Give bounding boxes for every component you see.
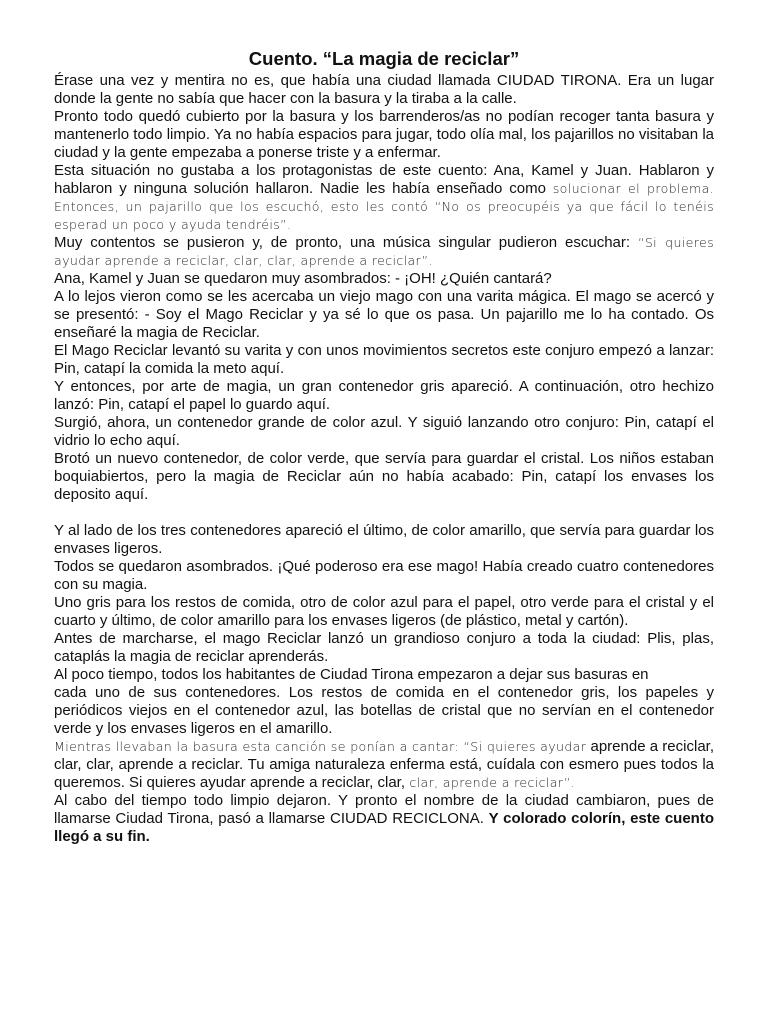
paragraph-17-thin-end: clar, aprende a reciclar”. — [405, 775, 576, 790]
paragraph-10: Brotó un nuevo contenedor, de color verde, que servía para guardar el cristal. Los niños estaban boquiabiertos, pero la magia de Reciclar aún no había acabado: Pin, catapí los envases los deposito aquí. — [54, 450, 714, 503]
paragraph-gap — [54, 504, 714, 522]
paragraph-11: Y al lado de los tres contenedores apareció el último, de color amarillo, que servía para guardar los envases ligeros. — [54, 522, 714, 557]
paragraph-16: cada uno de sus contenedores. Los restos de comida en el contenedor gris, los papeles y periódicos viejos en el contenedor azul, las botellas de cristal que no servían en el contenedor verde y los envases ligeros en el amarillo. — [54, 684, 714, 737]
paragraph-17-text: aprende a reciclar, clar, clar, aprende a reciclar. Tu amiga naturaleza enferma está, cuídala con esmero pues todos la queremos. Si quieres ayudar aprende a reciclar, clar, — [54, 738, 714, 791]
paragraph-3-thin-text: solucionar el problema. Entonces, un pajarillo que los escuchó, esto les contó “No os preocupéis ya que fácil lo tenéis esperad un poco y ayuda tendréis”. — [54, 181, 715, 232]
paragraph-17 — [54, 738, 714, 792]
paragraph-3 — [54, 162, 714, 234]
paragraph-17-thin-text: Mientras llevaban la basura esta canción se ponían a cantar: “Si quieres ayudar — [54, 739, 587, 754]
paragraph-4-text: Muy contentos se pusieron y, de pronto, una música singular pudieron escuchar: — [54, 234, 638, 251]
paragraph-7: El Mago Reciclar levantó su varita y con unos movimientos secretos este conjuro empezó a lanzar: Pin, catapí la comida la meto aquí. — [54, 342, 714, 377]
paragraph-9: Surgió, ahora, un contenedor grande de color azul. Y siguió lanzando otro conjuro: Pin, catapí el vidrio lo echo aquí. — [54, 414, 714, 449]
story-title: Cuento. “La magia de reciclar” — [248, 48, 520, 69]
paragraph-4-song: “Si quieres ayudar aprende a reciclar, clar, clar, aprende a reciclar”. — [54, 235, 714, 268]
paragraph-5: Ana, Kamel y Juan se quedaron muy asombrados: - ¡OH! ¿Quién cantará? — [54, 270, 552, 287]
paragraph-14: Antes de marcharse, el mago Reciclar lanzó un grandioso conjuro a toda la ciudad: Plis, plas, cataplás la magia de reciclar aprenderás. — [54, 630, 714, 665]
paragraph-18-text: Al cabo del tiempo todo limpio dejaron. Y pronto el nombre de la ciudad cambiaron, pues de llamarse Ciudad Tirona, pasó a llamarse CIUDAD RECICLONA. — [54, 792, 714, 827]
paragraph-6: A lo lejos vieron como se les acercaba un viejo mago con una varita mágica. El mago se acercó y se presentó: - Soy el Mago Reciclar y ya sé lo que os pasa. Un pajarillo me lo ha contado. Os enseñaré la magia de Reciclar. — [54, 288, 714, 341]
paragraph-8: Y entonces, por arte de magia, un gran contenedor gris apareció. A continuación, otro hechizo lanzó: Pin, catapí el papel lo guardo aquí. — [54, 378, 714, 413]
story-page — [54, 48, 714, 846]
paragraph-4 — [54, 234, 714, 270]
paragraph-1: Érase una vez y mentira no es, que había una ciudad llamada CIUDAD TIRONA. Era un lugar donde la gente no sabía que hacer con la basura y la tiraba a la calle. — [54, 72, 714, 107]
paragraph-13: Uno gris para los restos de comida, otro de color azul para el papel, otro verde para el cristal y el cuarto y último, de color amarillo para los envases ligeros (de plástico, metal y cartón). — [54, 594, 714, 629]
paragraph-15: Al poco tiempo, todos los habitantes de Ciudad Tirona empezaron a dejar sus basuras en — [54, 666, 649, 683]
paragraph-3-text: Esta situación no gustaba a los protagonistas de este cuento: Ana, Kamel y Juan. Hablaron y hablaron y ninguna solución hallaron. Nadie les había enseñado como — [54, 162, 714, 197]
paragraph-12: Todos se quedaron asombrados. ¡Qué poderoso era ese mago! Había creado cuatro contenedores con su magia. — [54, 558, 714, 593]
paragraph-18 — [54, 792, 714, 846]
paragraph-2: Pronto todo quedó cubierto por la basura y los barrenderos/as no podían recoger tanta basura y mantenerlo todo limpio. Ya no había espacios para jugar, todo olía mal, los pajarillos no visitaban la ciudad y la gente empezaba a ponerse triste y a enfermar. — [54, 108, 714, 161]
story-ending: Y colorado colorín, este cuento llegó a su fin. — [54, 810, 715, 845]
